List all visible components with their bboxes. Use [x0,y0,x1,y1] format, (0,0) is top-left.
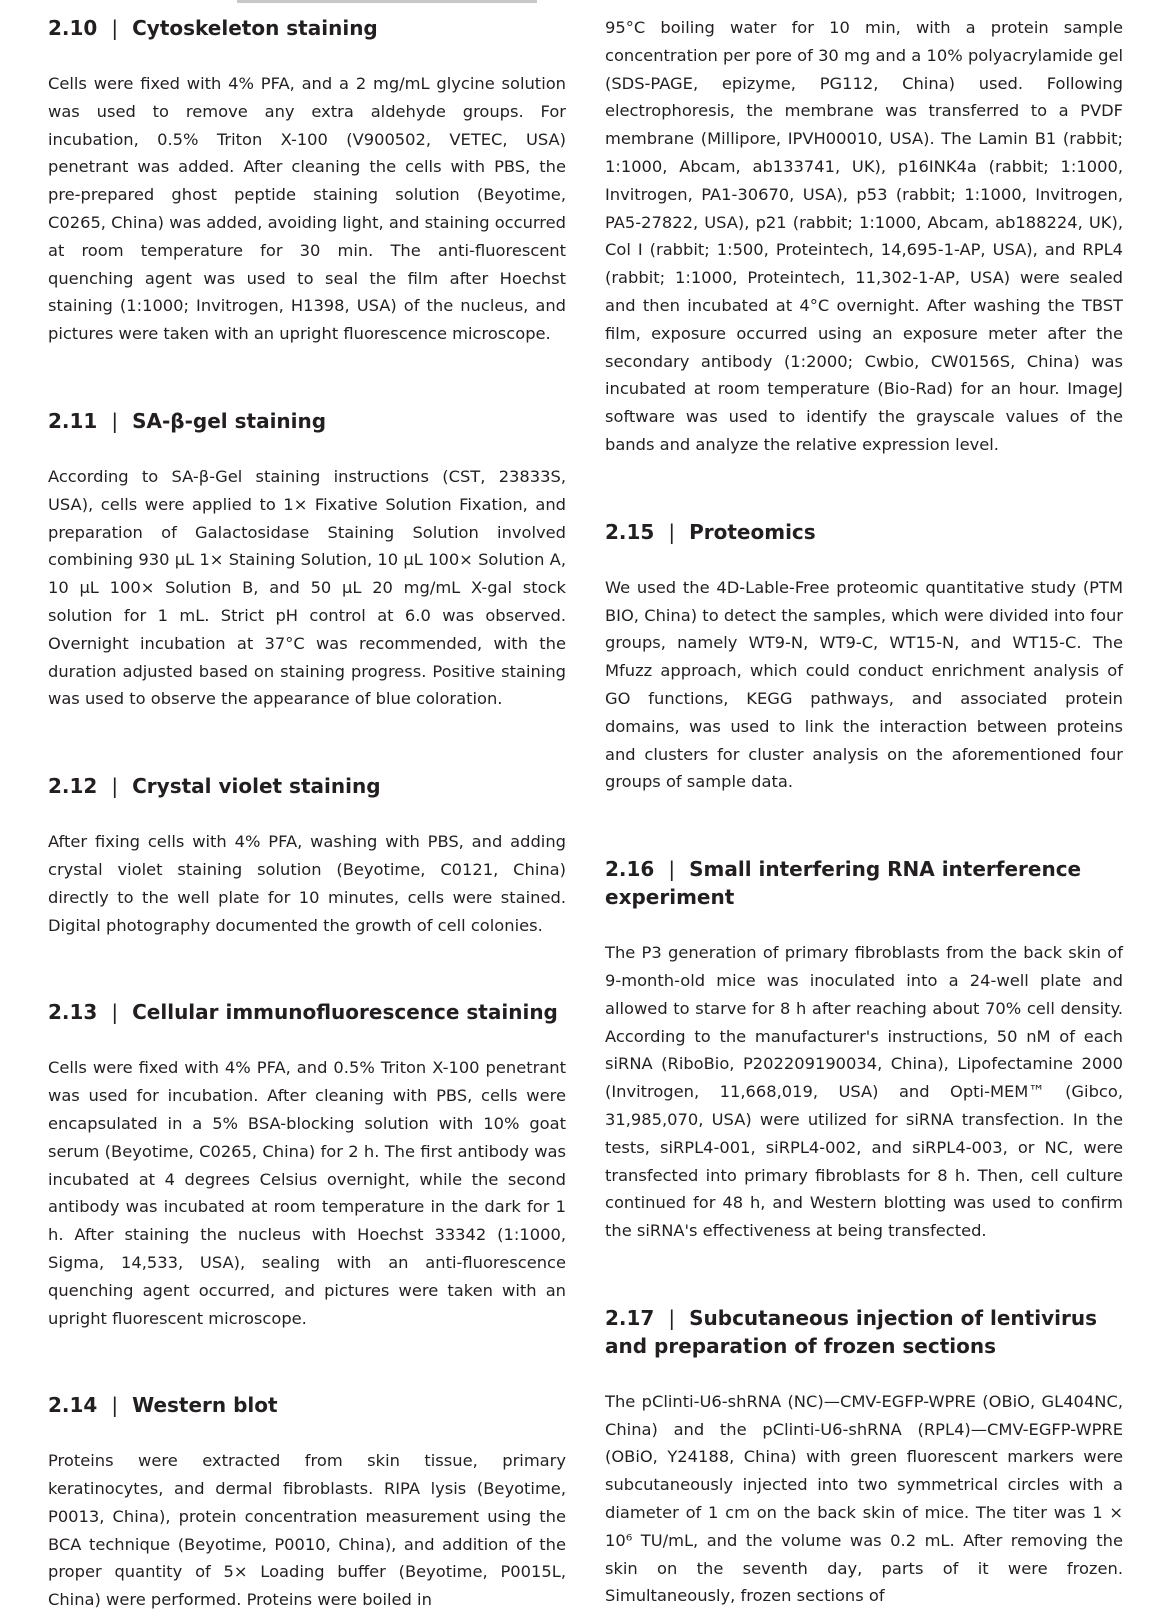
section-title: Small interfering RNA interference experiment [605,857,1082,910]
heading-separator: | [111,16,119,40]
section-number: 2.17 [605,1305,655,1330]
section-paragraph: The pClinti-U6-shRNA (NC)—CMV-EGFP-WPRE (OBiO, GL404NC, China) and the pClinti-U6-shRNA (RPL4)—CMV-EGFP-WPRE (OBiO, Y24188, China) with green fluorescent markers were subcutaneously injected into two symmetrical circles with a diameter of 1 cm on the back skin of mice. The titer was 1 × 10⁶ TU/mL, and the volume was 0.2 mL. After removing the skin on the seventh day, parts of it were frozen. Simultaneously, frozen sections of [605,1391,1123,1606]
left-column [48,14,566,1614]
heading-separator: | [111,1393,119,1418]
section-paragraph: The P3 generation of primary fibroblasts from the back skin of 9-month-old mice was inoculated into a 24-well plate and allowed to starve for 8 h after reaching about 70% cell density. According to the manufacturer's instructions, 50 nM of each siRNA (RiboBio, P202209190034, China), Lipofectamine 2000 (Invitrogen, 11,668,019, USA) and Opti-MEM™ (Gibco, 31,985,070, USA) were utilized for siRNA transfection. In the tests, siRPL4-001, siRPL4-002, and siRPL4-003, or NC, were transfected into primary fibroblasts for 8 h. Then, cell culture continued for 48 h, and Western blotting was used to confirm the siRNA's effectiveness at being transfected. [605,943,1123,1241]
section-title: SA-β-gel staining [132,408,327,433]
section-heading [48,772,566,800]
figure-edge [237,0,537,3]
section-2-12 [48,772,566,939]
section-2-13 [48,998,566,1332]
section-2-14-continued [605,14,1123,459]
section-title: Subcutaneous injection of lentivirus and preparation of frozen sections [605,1305,1097,1358]
section-paragraph: 95°C boiling water for 10 min, with a protein sample concentration per pore of 30 mg and a 10% polyacrylamide gel (SDS-PAGE, epizyme, PG112, China) used. Following electrophoresis, the membrane was transferred to a PVDF membrane (Millipore, IPVH00010, USA). The Lamin B1 (rabbit; 1:1000, Abcam, ab133741, UK), p16INK4a (rabbit; 1:1000, Invitrogen, PA1-30670, USA), p53 (rabbit; 1:1000, Invitrogen, PA5-27822, USA), p21 (rabbit; 1:1000, Abcam, ab188224, UK), Col I (rabbit; 1:500, Proteintech, 14,695-1-AP, USA), and RPL4 (rabbit; 1:1000, Proteintech, 11,302-1-AP, USA) were sealed and then incubated at 4°C overnight. After washing the TBST film, exposure occurred using an exposure meter after the secondary antibody (1:2000; Cwbio, CW0156S, China) was incubated at room temperature (Bio-Rad) for an hour. ImageJ software was used to identify the grayscale values of the bands and analyze the relative expression level. [605,18,1123,454]
section-number: 2.14 [48,1393,98,1418]
section-paragraph: Proteins were extracted from skin tissue, primary keratinocytes, and dermal fibroblasts. RIPA lysis (Beyotime, P0013, China), protein concentration measurement using the BCA technique (Beyotime, P0010, China), and addition of the proper quantity of 5× Loading buffer (Beyotime, P0015L, China) were performed. Proteins were boiled in [48,1451,566,1610]
heading-separator: | [668,857,676,882]
section-paragraph: According to SA-β-Gel staining instructions (CST, 23833S, USA), cells were applied to 1× Fixative Solution Fixation, and preparation of Galactosidase Staining Solution involved combining 930 μL 1× Staining Solution, 10 μL 100× Solution A, 10 μL 100× Solution B, and 50 μL 20 mg/mL X-gal stock solution for 1 mL. Strict pH control at 6.0 was observed. Overnight incubation at 37°C was recommended, with the duration adjusted based on staining progress. Positive staining was used to observe the appearance of blue coloration. [48,466,566,709]
section-title: Crystal violet staining [132,774,381,799]
section-paragraph: Cells were fixed with 4% PFA, and 0.5% Triton X-100 penetrant was used for incubation. After cleaning with PBS, cells were encapsulated in a 5% BSA-blocking solution with 10% goat serum (Beyotime, C0265, China) for 2 h. The first antibody was incubated at 4 degrees Celsius overnight, while the second antibody was incubated at room temperature in the dark for 1 h. After staining the nucleus with Hoechst 33342 (1:1000, Sigma, 14,533, USA), sealing with an anti-fluorescence quenching agent occurred, and pictures were taken with an upright fluorescent microscope. [48,1058,566,1328]
section-heading [48,998,566,1026]
section-number: 2.11 [48,408,98,433]
heading-separator: | [668,519,676,544]
section-2-16 [605,855,1123,1245]
section-title: Cellular immunofluorescence staining [132,1000,558,1025]
section-paragraph: We used the 4D-Lable-Free proteomic quantitative study (PTM BIO, China) to detect the samples, which were divided into four groups, namely WT9-N, WT9-C, WT15-N, and WT15-C. The Mfuzz approach, which could conduct enrichment analysis of GO functions, KEGG pathways, and associated protein domains, was used to link the interaction between proteins and clusters for cluster analysis on the aforementioned four groups of sample data. [605,577,1123,792]
section-heading [605,518,1123,546]
section-2-10 [48,14,566,348]
section-title: Cytoskeleton staining [132,16,378,40]
right-column [605,14,1123,1610]
section-heading [48,1391,566,1419]
section-paragraph: Cells were fixed with 4% PFA, and a 2 mg/mL glycine solution was used to remove any extra aldehyde groups. For incubation, 0.5% Triton X-100 (V900502, VETEC, USA) penetrant was added. After cleaning the cells with PBS, the pre-prepared ghost peptide staining solution (Beyotime, C0265, China) was added, avoiding light, and staining occurred at room temperature for 30 min. The anti-fluorescent quenching agent was used to seal the film after Hoechst staining (1:1000; Invitrogen, H1398, USA) of the nucleus, and pictures were taken with an upright fluorescence microscope. [48,74,566,344]
section-number: 2.10 [48,16,98,40]
section-number: 2.15 [605,519,655,544]
heading-separator: | [668,1305,676,1330]
section-heading [605,855,1123,911]
section-2-14 [48,1391,566,1614]
section-2-15 [605,518,1123,796]
section-paragraph: After fixing cells with 4% PFA, washing with PBS, and adding crystal violet staining solution (Beyotime, C0121, China) directly to the well plate for 10 minutes, cells were stained. Digital photography documented the growth of cell colonies. [48,832,566,935]
section-heading [48,14,566,42]
section-heading [605,1304,1123,1360]
heading-separator: | [111,408,119,433]
heading-separator: | [111,774,119,799]
section-heading [48,407,566,435]
section-number: 2.13 [48,1000,98,1025]
section-title: Proteomics [689,519,816,544]
section-number: 2.12 [48,774,98,799]
section-2-11 [48,407,566,713]
section-number: 2.16 [605,857,655,882]
section-title: Western blot [132,1393,278,1418]
section-2-17 [605,1304,1123,1610]
heading-separator: | [111,1000,119,1025]
